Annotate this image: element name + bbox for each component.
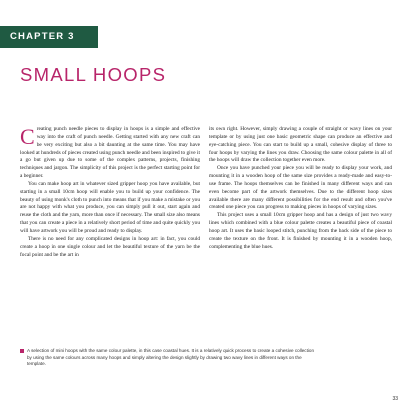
paragraph: Once you have punched your piece you will be ready to display your work, and mounting it in a wooden hoop of the same size provides a ready-made and easy-to-use frame. The hoops themselves can be finished in many different ways and can even become part of the artwork themselves. Due to the different hoop sizes available there are many different possibilities for the end result and often you've created one piece you can progress to making pieces in hoops of varying sizes.: [209, 165, 392, 211]
paragraph: its own right. However, simply drawing a couple of straight or wavy lines on your template or by using just one basic geometric shape can produce an effective and eye-catching piece. You can start to build up a small, cohesive display of three to four hoops by varying the lines you draw. Choosing the same colour palette in all of the hoops will draw the collection together even more.: [209, 126, 392, 164]
paragraph: You can make hoop art in whatever sized gripper hoop you have available, but starting in a small 10cm hoop will enable you to build up your confidence. The beauty of using monk's cloth to punch into means that if you make a mistake or you are not happy with what you produce, you can simply pull it out, start again and reuse the cloth and the yarn, more than once if necessary. The small size also means that you can create a piece in a relatively short period of time and quite quickly you will have artwork you will be proud and ready to display.: [20, 180, 200, 234]
page-title: SMALL HOOPS: [20, 64, 167, 85]
drop-cap: C: [20, 124, 35, 149]
caption-marker-icon: [20, 349, 24, 353]
left-column: [20, 126, 200, 259]
paragraph: This project uses a small 10cm gripper hoop and has a design of just two wavy lines which combined with a blue colour palette creates a beautiful piece of coastal hoop art. It uses the basic looped stitch, punching from the back side of the piece to create the texture on the front. It is finished by mounting it in a wooden hoop, complementing the blue hues.: [209, 212, 392, 250]
chapter-label: CHAPTER 3: [0, 26, 98, 48]
right-column: [209, 126, 392, 252]
paragraph: [20, 126, 200, 181]
caption-text: A selection of mini hoops with the same colour palette, in this case coastal hues. It is a relatively quick process to create a cohesive collection by using the same colours across many hoops and simply altering the design slightly by drawing two wavy lines in different ways on the template.: [27, 348, 315, 367]
paragraph-text: reating punch needle pieces to display in hoops is a simple and effective way into the craft of punch needle. Getting started with any new craft can be very exciting but also a bit daunting at the same time. You may have looked at hundreds of pieces created using punch needle and been inspired to give it a go but given up due to some of the complex patterns, projects, finishing techniques and jargon. The simplicity of this project is the perfect starting point for a beginner.: [20, 126, 200, 180]
paragraph: There is no need for any complicated designs in hoop art: in fact, you could create a hoop in one single colour and let the beautiful texture of the yarn be the focal point and be the art in: [20, 235, 200, 258]
page-number: 33: [392, 396, 398, 402]
photo-caption: [20, 348, 320, 368]
